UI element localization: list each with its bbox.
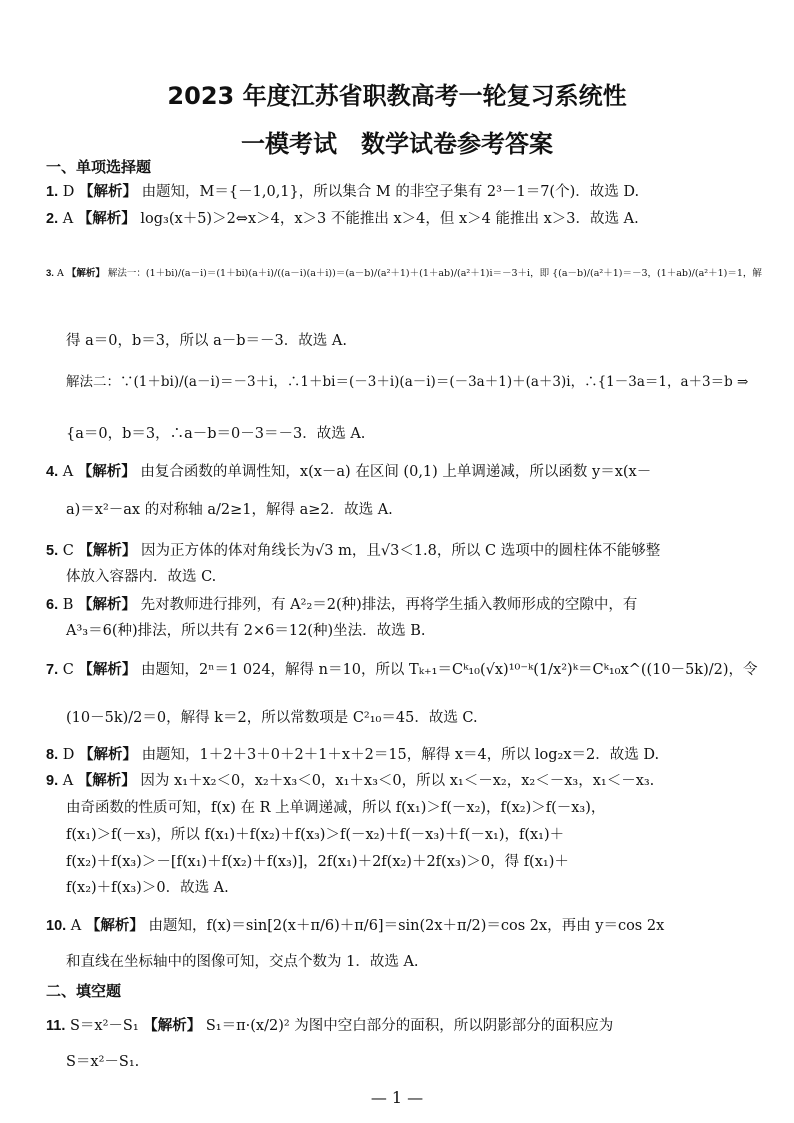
section-heading-choice: 一、单项选择题 xyxy=(46,158,152,176)
question-9-line-4: f(x₂)＋f(x₃)＞－[f(x₁)＋f(x₂)＋f(x₃)]，2f(x₁)＋2f(x₂)＋2f(x₃)＞0，得 f(x₁)＋ xyxy=(66,854,569,870)
analysis-tag: 【解析】 xyxy=(78,184,137,200)
question-4: 4. A 【解析】 由复合函数的单调性知，x(x－a) 在区间 (0,1) 上单调递减，所以函数 y＝x(x－ xyxy=(46,464,652,480)
question-9-line-2: 由奇函数的性质可知，f(x) 在 R 上单调递减，所以 f(x₁)＞f(－x₂)，f(x₂)＞f(－x₃)， xyxy=(66,800,606,816)
page-title: 2023 年度江苏省职教高考一轮复习系统性 xyxy=(167,82,627,110)
question-3-line-3: 解法二：∵(1＋bi)/(a－i)＝－3＋i，∴1＋bi＝(－3＋i)(a－i)＝(－3a＋1)＋(a＋3)i，∴{1－3a＝1，a＋3＝b ⇒ xyxy=(66,374,749,390)
question-3-line-2: 得 a＝0，b＝3，所以 a－b＝－3．故选 A. xyxy=(66,333,347,349)
question-2: 2. A 【解析】 log₃(x＋5)＞2⇔x＞4，x＞3 不能推出 x＞4，但 x＞4 能推出 x＞3．故选 A. xyxy=(46,211,639,227)
question-6-line-2: A³₃＝6(种)排法，所以共有 2×6＝12(种)坐法．故选 B. xyxy=(66,623,426,639)
question-5-line-2: 体放入容器内．故选 C. xyxy=(66,569,217,585)
question-3-line-4: {a＝0，b＝3，∴a－b＝0－3＝－3．故选 A. xyxy=(66,426,366,442)
question-9-line-3: f(x₁)＞f(－x₃)，所以 f(x₁)＋f(x₂)＋f(x₃)＞f(－x₂)＋f(－x₃)＋f(－x₁)，f(x₁)＋ xyxy=(66,827,565,843)
page-number: — 1 — xyxy=(370,1088,424,1107)
section-heading-fill: 二、填空题 xyxy=(46,982,122,1000)
question-9: 9. A 【解析】 因为 x₁＋x₂＜0，x₂＋x₃＜0，x₁＋x₃＜0，所以 x₁＜－x₂，x₂＜－x₃，x₁＜－x₃. xyxy=(46,773,655,789)
question-11: 11. S＝x²－S₁ 【解析】 S₁＝π·(x/2)² 为图中空白部分的面积，所以阴影部分的面积应为 xyxy=(46,1018,614,1034)
question-10: 10. A 【解析】 由题知，f(x)＝sin[2(x＋π/6)＋π/6]＝sin(2x＋π/2)＝cos 2x，再由 y＝cos 2x xyxy=(46,918,665,934)
question-4-line-2: a)＝x²－ax 的对称轴 a/2≥1，解得 a≥2．故选 A. xyxy=(66,502,393,518)
question-3: 3. A 【解析】 解法一：(1＋bi)/(a－i)＝(1＋bi)(a＋i)/((a－i)(a＋i))＝(a－b)/(a²＋1)＋(1＋ab)/(a²＋1)i＝－3＋i，即 {(a－b)/(a²＋1)＝－3，(1＋ab)/(a²＋1)＝1，解 xyxy=(46,268,762,279)
question-5: 5. C 【解析】 因为正方体的体对角线长为√3 m，且√3＜1.8，所以 C 选项中的圆柱体不能够整 xyxy=(46,543,661,559)
question-8: 8. D 【解析】 由题知，1＋2＋3＋0＋2＋1＋x＋2＝15，解得 x＝4，所以 log₂x＝2．故选 D. xyxy=(46,747,660,763)
question-11-line-2: S＝x²－S₁. xyxy=(66,1054,140,1070)
question-7: 7. C 【解析】 由题知，2ⁿ＝1 024，解得 n＝10，所以 Tₖ₊₁＝Cᵏ₁₀(√x)¹⁰⁻ᵏ(1/x²)ᵏ＝Cᵏ₁₀x^((10－5k)/2)，令 xyxy=(46,662,758,678)
question-6: 6. B 【解析】 先对教师进行排列，有 A²₂＝2(种)排法，再将学生插入教师形成的空隙中，有 xyxy=(46,597,638,613)
question-9-line-5: f(x₂)＋f(x₃)＞0．故选 A. xyxy=(66,880,229,896)
page-subtitle: 一模考试 数学试卷参考答案 xyxy=(241,130,553,158)
question-10-line-2: 和直线在坐标轴中的图像可知，交点个数为 1．故选 A. xyxy=(66,954,419,970)
question-1: 1. D 【解析】 由题知，M＝{－1,0,1}，所以集合 M 的非空子集有 2³－1＝7(个)．故选 D. xyxy=(46,184,640,200)
question-7-line-2: (10－5k)/2＝0，解得 k＝2，所以常数项是 C²₁₀＝45．故选 C. xyxy=(66,710,478,726)
